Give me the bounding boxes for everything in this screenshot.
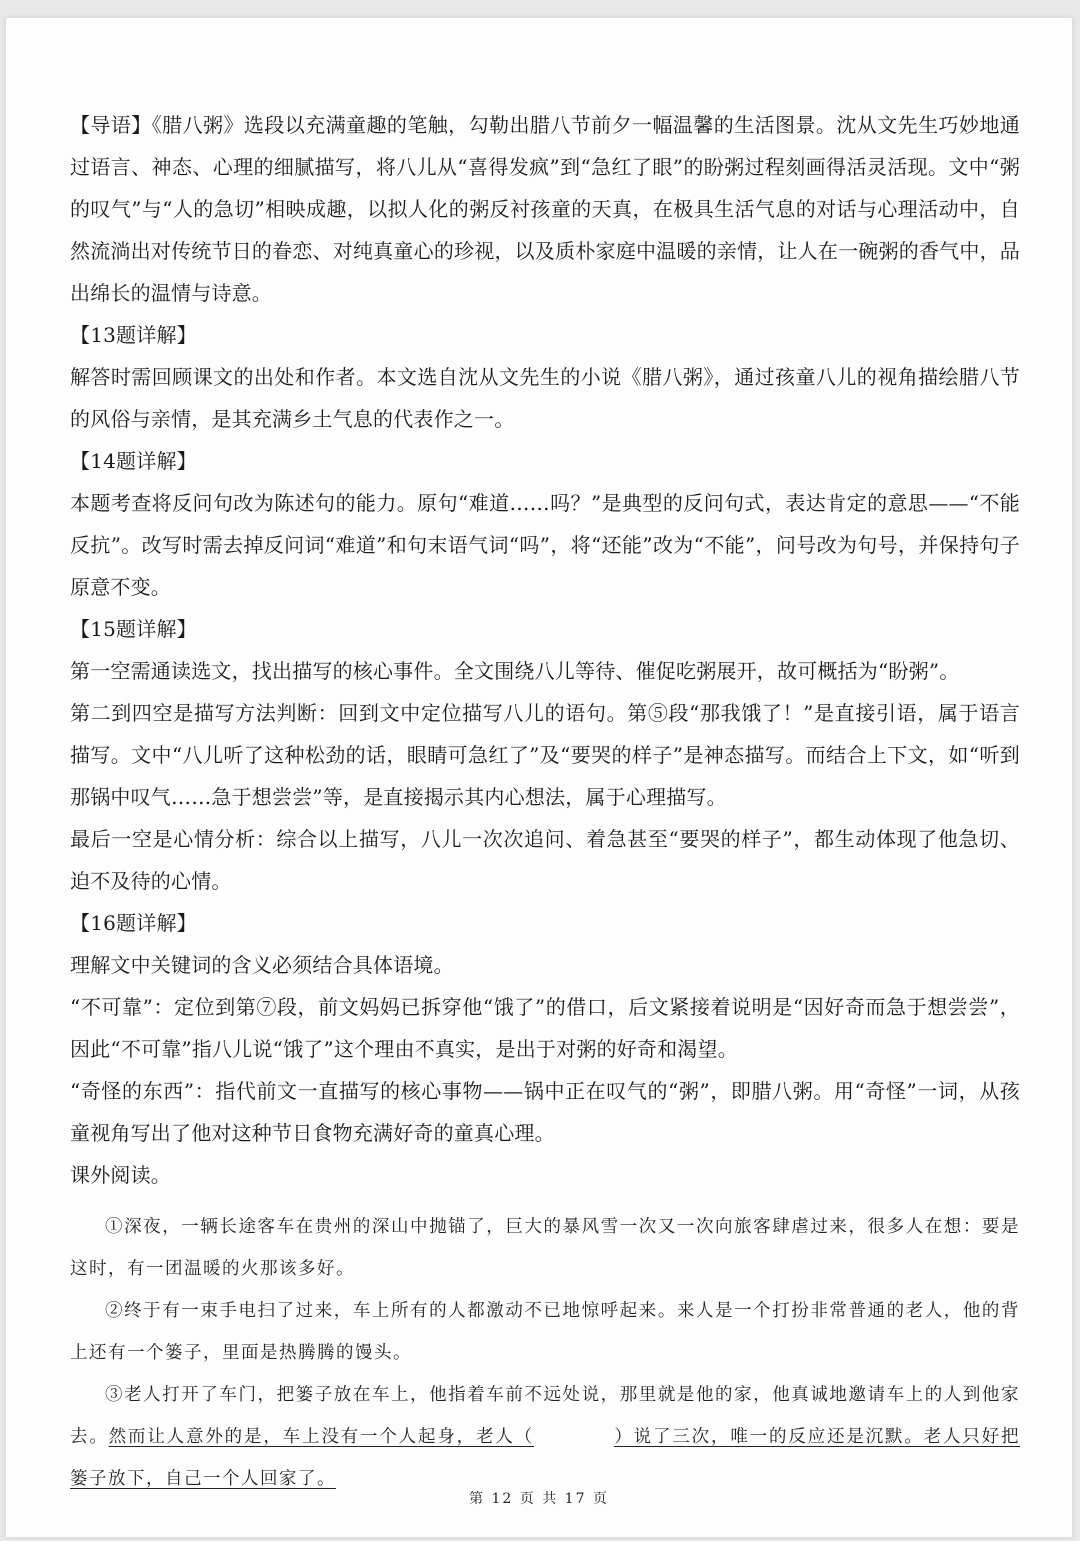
q16-heading: 【16题详解】 bbox=[70, 911, 197, 935]
q14-heading: 【14题详解】 bbox=[70, 449, 197, 473]
document-page bbox=[6, 18, 1072, 1537]
reading-paragraph-3 bbox=[70, 1374, 1020, 1500]
page-content bbox=[70, 104, 1020, 1500]
intro-paragraph bbox=[70, 104, 1020, 314]
reading-paragraph-2: ②终于有一束手电扫了过来，车上所有的人都激动不已地惊呼起来。来人是一个打扮非常普通的老人，他的背上还有一个篓子，里面是热腾腾的馒头。 bbox=[70, 1301, 1020, 1363]
q16-paragraph-2: “不可靠”：定位到第⑦段，前文妈妈已拆穿他“饿了”的借口，后文紧接着说明是“因好奇而急于想尝尝”，因此“不可靠”指八儿说“饿了”这个理由不真实，是出于对粥的好奇和渴望。 bbox=[70, 995, 1020, 1061]
reading-paragraph-1: ①深夜，一辆长途客车在贵州的深山中抛锚了，巨大的暴风雪一次又一次向旅客肆虐过来，很多人在想：要是这时，有一团温暖的火那该多好。 bbox=[70, 1217, 1020, 1279]
q14-paragraph: 本题考查将反问句改为陈述句的能力。原句“难道……吗？”是典型的反问句式，表达肯定的意思——“不能反抗”。改写时需去掉反问词“难道”和句末语气词“吗”，将“还能”改为“不能”，问号改为句号，并保持句子原意不变。 bbox=[70, 491, 1020, 599]
underlined-part-b: ）说了三次，唯一的反应还是沉默。老人只好把篓子放下，自己一个人回家了。 bbox=[70, 1427, 1021, 1489]
q15-paragraph-3: 最后一空是心情分析：综合以上描写，八儿一次次追问、着急甚至“要哭的样子”，都生动体现了他急切、迫不及待的心情。 bbox=[70, 827, 1020, 893]
q16-paragraph-1: 理解文中关键词的含义必须结合具体语境。 bbox=[70, 953, 454, 977]
q15-paragraph-1: 第一空需通读选文，找出描写的核心事件。全文围绕八儿等待、催促吃粥展开，故可概括为“盼粥”。 bbox=[70, 659, 960, 683]
q16-paragraph-4: 课外阅读。 bbox=[70, 1163, 171, 1187]
underlined-sentence bbox=[70, 1427, 1020, 1489]
q15-paragraph-2: 第二到四空是描写方法判断：回到文中定位描写八儿的语句。第⑤段“那我饿了！”是直接引语，属于语言描写。文中“八儿听了这种松劲的话，眼睛可急红了”及“要哭的样子”是神态描写。而结合上下文，如“听到那锅中叹气……急于想尝尝”等，是直接揭示其内心想法，属于心理描写。 bbox=[70, 701, 1020, 809]
underlined-part-a: 然而让人意外的是，车上没有一个人起身，老人（ bbox=[108, 1427, 535, 1447]
page-number: 第 12 页 共 17 页 bbox=[469, 1491, 609, 1507]
reading-p3-text: ③老人打开了车门，把篓子放在车上，他指着车前不远处说，那里就是他的家，他真诚地邀请车上的人到他家去。 bbox=[70, 1385, 1020, 1447]
q16-paragraph-3: “奇怪的东西”：指代前文一直描写的核心事物——锅中正在叹气的“粥”，即腊八粥。用“奇怪”一词，从孩童视角写出了他对这种节日食物充满好奇的童真心理。 bbox=[70, 1079, 1020, 1145]
intro-text: 《腊八粥》选段以充满童趣的笔触，勾勒出腊八节前夕一幅温馨的生活图景。沈从文先生巧妙地通过语言、神态、心理的细腻描写，将八儿从“喜得发疯”到“急红了眼”的盼粥过程刻画得活灵活现。文中“粥的叹气”与“人的急切”相映成趣，以拟人化的粥反衬孩童的天真，在极具生活气息的对话与心理活动中，自然流淌出对传统节日的眷恋、对纯真童心的珍视，以及质朴家庭中温暖的亲情，让人在一碗粥的香气中，品出绵长的温情与诗意。 bbox=[70, 113, 1020, 305]
intro-heading: 【导语】 bbox=[70, 113, 152, 137]
q15-heading: 【15题详解】 bbox=[70, 617, 197, 641]
reading-passage bbox=[70, 1206, 1020, 1500]
q13-paragraph: 解答时需回顾课文的出处和作者。本文选自沈从文先生的小说《腊八粥》，通过孩童八儿的视角描绘腊八节的风俗与亲情，是其充满乡土气息的代表作之一。 bbox=[70, 365, 1020, 431]
q13-heading: 【13题详解】 bbox=[70, 323, 197, 347]
